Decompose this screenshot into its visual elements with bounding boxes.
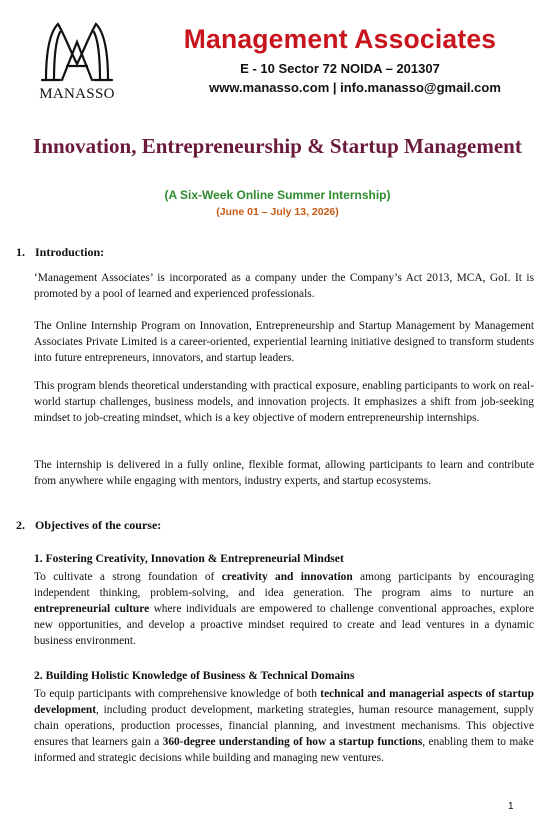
intro-paragraph-4: The internship is delivered in a fully online, flexible format, allowing participants to learn and contribute from anywhere while engaging with mentors, industry experts, and startup ecosystems. (34, 459, 534, 487)
intro-paragraph-3: This program blends theoretical understanding with practical exposure, enabling participants to work on real-world startup challenges, business models, and innovation projects. It emphasizes a shift from job-seeking mindset to job-creating mindset, which is a key objective of modern entrepreneurship internships. (34, 380, 534, 424)
section-heading-introduction (16, 245, 104, 260)
objective-paragraph-2: To equip participants with comprehensive knowledge of both technical and managerial aspects of startup development, including product development, marketing strategies, human resource management, supply chain operations, production processes, financial planning, and investment mechanisms. This objective ensures that learners gain a 360-degree understanding of how a startup functions, enabling them to make informed and strategic decisions while building and managing new ventures. (34, 688, 534, 764)
internship-dates: (June 01 – July 13, 2026) (216, 206, 339, 218)
logo-wordmark: MANASSO (39, 86, 115, 102)
page-number: 1 (508, 801, 514, 812)
company-contact: www.manasso.com | info.manasso@gmail.com (209, 80, 501, 95)
section-title: Objectives of the course: (35, 518, 162, 532)
section-number: 1. (16, 245, 25, 259)
section-heading-objectives (16, 518, 161, 533)
objective-paragraph-1: To cultivate a strong foundation of creativity and innovation among participants by encouraging independent thinking, problem-solving, and idea generation. The program aims to nurture an entrepreneurial culture where individuals are empowered to challenge conventional approaches, explore new opportunities, and develop a proactive mindset required to create and lead ventures in a dynamic business environment. (34, 571, 534, 647)
manasso-monogram-icon (40, 20, 114, 84)
manasso-logo (32, 20, 122, 106)
intro-paragraph-2: The Online Internship Program on Innovation, Entrepreneurship and Startup Management by Management Associates Private Limited is a career-oriented, experiential learning initiative designed to transform students into future entrepreneurs, innovators, and startup leaders. (34, 320, 534, 364)
objective-heading-1: 1. Fostering Creativity, Innovation & Entrepreneurial Mindset (34, 552, 344, 565)
intro-paragraph-1: ‘Management Associates’ is incorporated as a company under the Company’s Act 2013, MCA, GoI. It is promoted by a pool of learned and experienced professionals. (34, 272, 534, 300)
objective-heading-2: 2. Building Holistic Knowledge of Business & Technical Domains (34, 669, 355, 682)
document-title: Innovation, Entrepreneurship & Startup Management (33, 134, 522, 158)
section-title: Introduction: (35, 245, 105, 259)
company-address: E - 10 Sector 72 NOIDA – 201307 (240, 61, 440, 76)
section-number: 2. (16, 518, 25, 532)
document-subtitle: (A Six-Week Online Summer Internship) (164, 188, 391, 202)
company-name: Management Associates (183, 24, 497, 54)
